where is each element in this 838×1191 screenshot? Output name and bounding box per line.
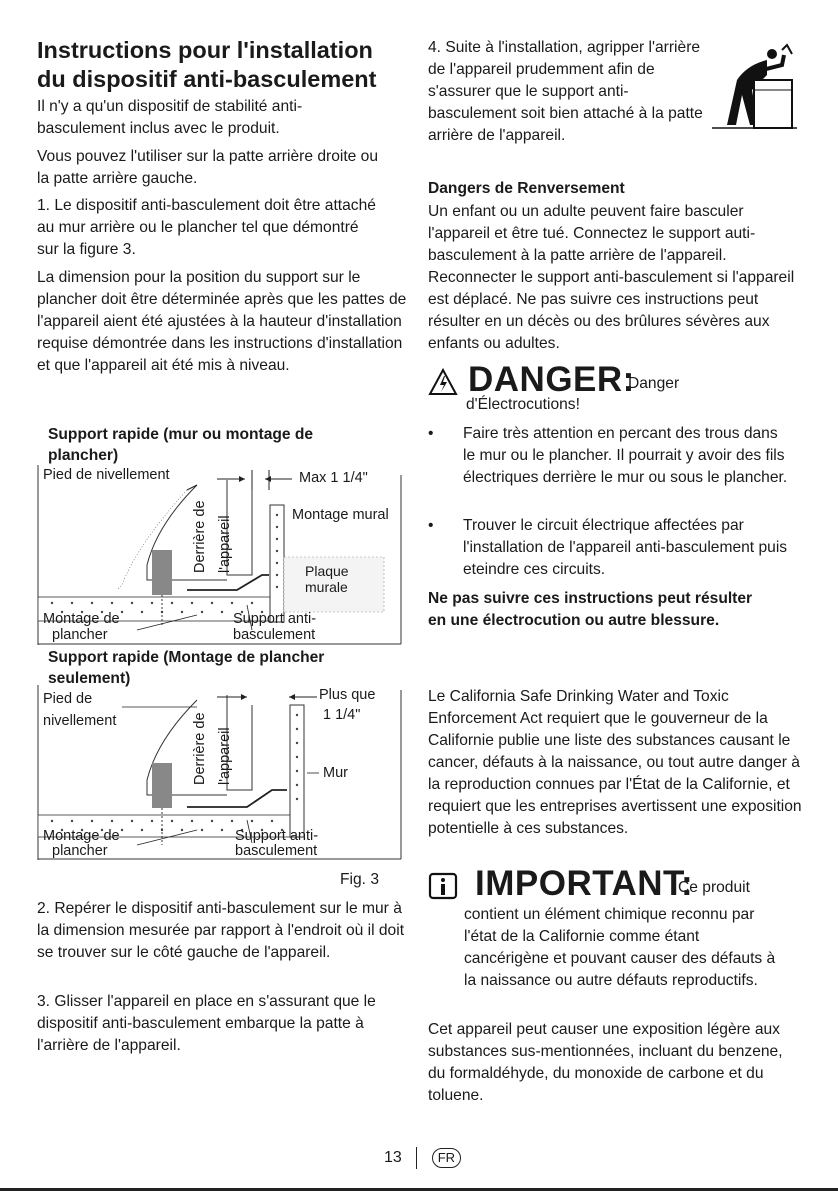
label-appareil: l'appareil xyxy=(217,515,233,573)
danger-small: Danger xyxy=(628,375,680,392)
label-basculement-2: basculement xyxy=(235,843,318,859)
exposure-paragraph: Cet appareil peut causer une exposition légère aux substances sus-mentionnées, incluant du benzene, du formaldéhyde, du monoxide de carbone et du toluene. xyxy=(428,1021,783,1104)
label-plancher: plancher xyxy=(52,627,108,643)
california-paragraph: Le California Safe Drinking Water and Toxic Enforcement Act requiert que le gouverneur de la Californie publie une liste des substances causant le cancer, défauts à la naissance, ou tout autre danger à la reproduction connues par l'État de la Californie, et requiert que les entreprises avertissent une exposition potentielle à ces substances. xyxy=(428,688,802,837)
important-heading xyxy=(428,866,808,906)
label-support-anti: Support anti- xyxy=(233,611,317,627)
warning-triangle-icon xyxy=(428,368,458,396)
figure-1-title: Support rapide (mur ou montage de plancher) xyxy=(48,426,314,464)
paragraph-legs: Vous pouvez l'utiliser sur la patte arrière droite ou la patte arrière gauche. xyxy=(37,148,379,187)
page-number: 13 xyxy=(384,1149,402,1167)
figure-2-title: Support rapide (Montage de plancher seulement) xyxy=(48,649,325,687)
label-plaque: Plaque xyxy=(305,563,349,579)
bullet-drilling-text: Faire très attention en percant des trous dans le mur ou le plancher. Il pourrait y avoir des fils électriques derrière le mur ou sous le plancher. xyxy=(463,425,788,486)
danger-word: DANGER: xyxy=(468,360,635,399)
label-nivellement: nivellement xyxy=(43,713,117,729)
label-basculement: basculement xyxy=(233,627,316,643)
dangers-title: Dangers de Renversement xyxy=(428,180,625,197)
figure-wall-mount xyxy=(37,465,402,645)
label-support-anti-2: Support anti- xyxy=(235,828,319,844)
figure-floor-mount xyxy=(37,685,402,860)
step-2: 2. Repérer le dispositif anti-basculement sur le mur à la dimension mesurée par rapport à l'endroit où il doit se trouver sur le côté gauche de l'appareil. xyxy=(37,900,405,961)
important-text: contient un élément chimique reconnu par l'état de la Californie comme étant cancérigène et pouvant causer des défauts à la naissance ou autre défauts reproductifs. xyxy=(464,906,776,989)
label-1-1-4: 1 1/4" xyxy=(323,707,361,723)
label-derriere-de: Derrière de xyxy=(192,500,208,573)
intro-paragraph: Il n'y a qu'un dispositif de stabilité anti-basculement inclus avec le produit. xyxy=(37,98,303,137)
label-pied-de: Pied de xyxy=(43,691,93,707)
bullet-circuit-text: Trouver le circuit électrique affectées par l'installation de l'appareil anti-basculement puis eteindre ces circuits. xyxy=(463,517,788,578)
page-title: Instructions pour l'installation du dispositif anti-basculement xyxy=(37,37,377,92)
label-plus-que: Plus que xyxy=(319,687,376,703)
label-montage-de: Montage de xyxy=(43,611,120,627)
page-footer xyxy=(384,1147,461,1169)
important-word: IMPORTANT: xyxy=(475,864,694,903)
step-1: 1. Le dispositif anti-basculement doit être attaché au mur arrière ou le plancher tel que démontré sur la figure 3. xyxy=(37,197,376,258)
label-murale: murale xyxy=(305,579,348,595)
important-small: Ce produit xyxy=(678,879,750,896)
label-max: Max 1 1/4" xyxy=(299,470,368,486)
danger-subtitle: d'Électrocutions! xyxy=(466,396,580,413)
step-3: 3. Glisser l'appareil en place en s'assurant que le dispositif anti-basculement embarque la patte à l'arrière de l'appareil. xyxy=(37,993,376,1054)
label-plancher-2: plancher xyxy=(52,843,108,859)
step-4: 4. Suite à l'installation, agripper l'arrière de l'appareil prudemment afin de s'assurer que le support anti-basculement soit bien attaché à la patte arrière de l'appareil. xyxy=(428,39,703,144)
figure-number: Fig. 3 xyxy=(340,871,379,888)
dangers-text: Un enfant ou un adulte peuvent faire basculer l'appareil et être tué. Connectez le support auti-basculement à la patte arrière de l'appareil. Reconnecter le support anti-basculement si l'appareil est déplacé. Ne pas suivre ces instructions peut résulter en un décès ou des brûlures sévères aux enfants ou adultes. xyxy=(428,203,795,352)
bullet-dot: • xyxy=(428,425,434,442)
label-montage-de-2: Montage de xyxy=(43,828,120,844)
label-montage-mural: Montage mural xyxy=(292,507,389,523)
label-appareil-2: l'appareil xyxy=(217,727,233,785)
person-lifting-icon xyxy=(712,40,797,130)
dimension-paragraph: La dimension pour la position du support sur le plancher doit être déterminée après que les pattes de l'appareil aient été ajustées à la hauteur d'installation requise démontrée dans les instructions d'installation et que l'appareil ait été mis à niveau. xyxy=(37,269,407,374)
info-icon xyxy=(428,872,458,900)
label-derriere-de-2: Derrière de xyxy=(192,712,208,785)
footer-divider xyxy=(416,1147,417,1169)
label-mur: Mur xyxy=(323,765,348,781)
language-badge: FR xyxy=(432,1148,461,1168)
bullet-dot: • xyxy=(428,517,434,534)
electrocution-warning: Ne pas suivre ces instructions peut résulter en une électrocution ou autre blessure. xyxy=(428,590,753,629)
label-pied-nivellement: Pied de nivellement xyxy=(43,467,170,483)
